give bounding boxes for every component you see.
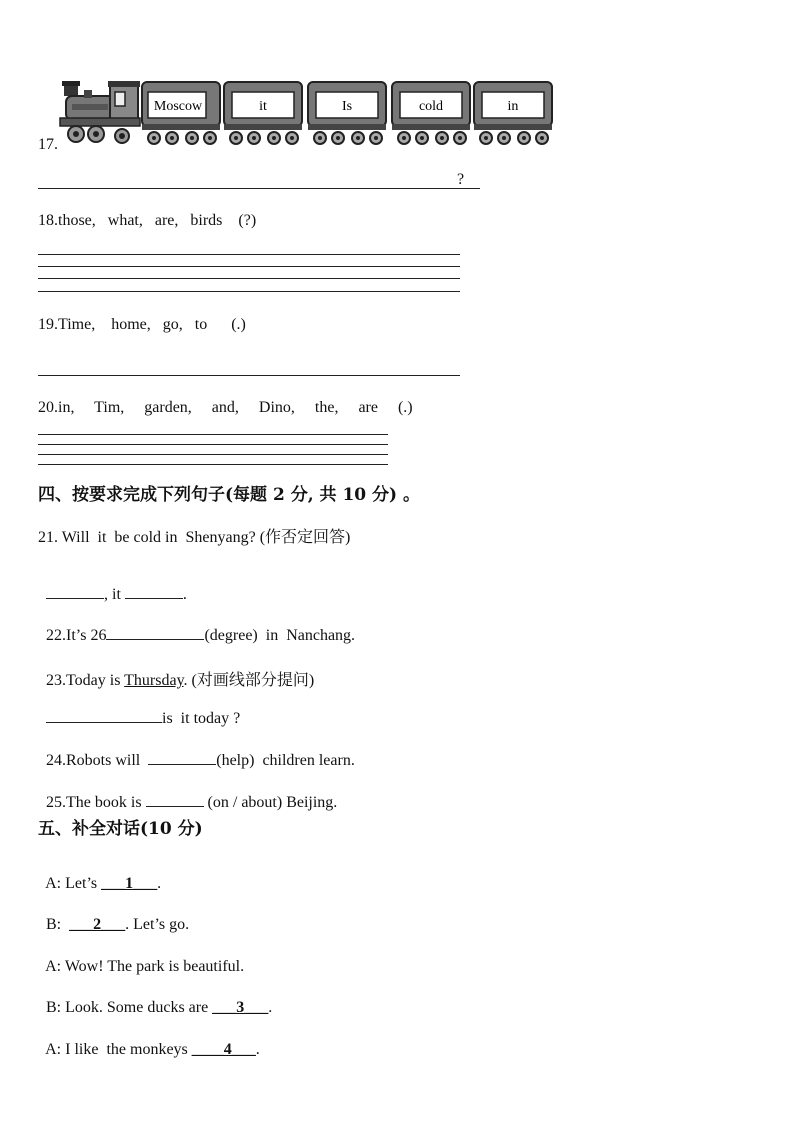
dialog-line: B: Look. Some ducks are ___3___. xyxy=(46,999,273,1016)
question-21-answer-row: , it . xyxy=(38,566,187,604)
wagon-word-3: Is xyxy=(341,99,353,114)
question-22-pre: 22.It’s 26 xyxy=(46,627,107,644)
dialog-line: B: ___2___. Let’s go. xyxy=(46,916,190,933)
wagon-word-2: it xyxy=(259,99,267,114)
answer-line-18 xyxy=(38,266,460,267)
dialog-blank-3[interactable]: ___3___ xyxy=(212,999,269,1016)
section-5-title: 五、补全对话(10 分) xyxy=(38,819,203,839)
answer-blank-24[interactable] xyxy=(148,750,216,765)
answer-line-20 xyxy=(38,464,388,465)
question-25-pre: 25.The book is xyxy=(46,794,146,811)
question-23-answer-post: is it today ? xyxy=(162,710,241,727)
answer-line-19[interactable] xyxy=(38,375,460,376)
question-25 xyxy=(38,774,337,812)
wagon-word-4: cold xyxy=(418,99,444,114)
question-17-end-mark: ? xyxy=(457,171,465,188)
question-17-number: 17. xyxy=(38,136,58,153)
question-18: 18.those, what, are, birds (?) xyxy=(38,212,257,229)
question-23 xyxy=(38,649,314,690)
question-23-underlined: Thursday xyxy=(124,672,184,689)
wagon-word-5: in xyxy=(507,99,519,114)
dialog-blank-2[interactable]: ___2___ xyxy=(69,916,126,933)
answer-blank-22[interactable] xyxy=(106,625,204,640)
question-24 xyxy=(38,732,355,770)
answer-blank-21a[interactable] xyxy=(46,584,104,599)
question-25-post: (on / about) Beijing. xyxy=(203,794,338,811)
question-22 xyxy=(38,607,355,645)
answer-line-18[interactable] xyxy=(38,254,460,255)
answer-line-20 xyxy=(38,444,388,445)
question-22-post: (degree) in Nanchang. xyxy=(204,627,356,644)
question-23-pre: 23.Today is xyxy=(46,672,125,689)
locomotive-icon xyxy=(60,81,140,143)
wagon-word-1: Moscow xyxy=(153,99,203,114)
question-23-post: . (对画线部分提问) xyxy=(183,672,315,689)
question-21: 21. Will it be cold in Shenyang? (作否定回答) xyxy=(38,529,351,546)
section-4-title: 四、按要求完成下列句子(每题 2 分, 共 10 分) 。 xyxy=(38,485,421,505)
dialog-line: A: I like the monkeys ____4___. xyxy=(45,1041,260,1058)
dialog-blank-1[interactable]: ___1___ xyxy=(101,875,158,892)
answer-blank-25[interactable] xyxy=(146,792,204,807)
answer-line-18 xyxy=(38,278,460,279)
dialog-line: A: Let’s ___1___. xyxy=(45,875,162,892)
question-24-pre: 24.Robots will xyxy=(46,752,149,769)
answer-line-20 xyxy=(38,454,388,455)
dialog-line: A: Wow! The park is beautiful. xyxy=(45,958,245,975)
answer-line-20[interactable] xyxy=(38,434,388,435)
answer-blank-21b[interactable] xyxy=(125,584,183,599)
answer-line-17[interactable] xyxy=(38,188,480,189)
train-illustration xyxy=(58,78,558,150)
question-19: 19.Time, home, go, to (.) xyxy=(38,316,246,333)
question-24-post: (help) children learn. xyxy=(216,752,355,769)
question-23-answer-row xyxy=(38,690,240,728)
answer-blank-23[interactable] xyxy=(46,708,162,723)
answer-line-18 xyxy=(38,291,460,292)
answer-text-21: , it xyxy=(104,586,125,603)
dialog-blank-4[interactable]: ____4___ xyxy=(191,1041,256,1058)
question-20: 20.in, Tim, garden, and, Dino, the, are (.) xyxy=(38,399,413,416)
